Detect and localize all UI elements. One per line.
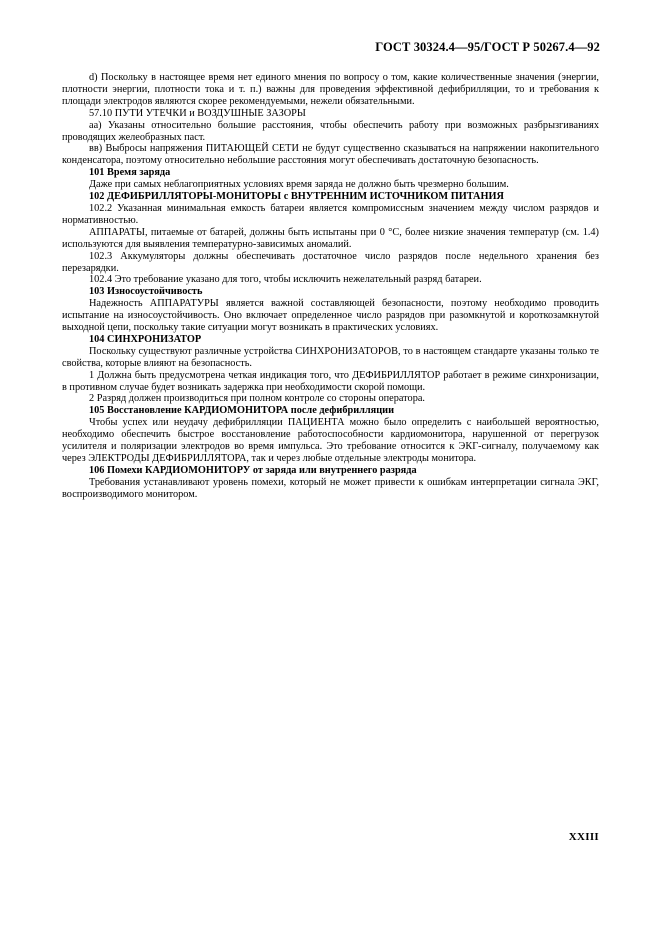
document-body bbox=[62, 72, 599, 501]
paragraph-aa: аа) Указаны относительно большие расстояния, чтобы обеспечить работу при возможных разбрызгиваниях проводящих желеобразных паст. bbox=[62, 119, 599, 143]
section-heading-101: 101 Время заряда bbox=[89, 167, 171, 179]
paragraph-synchronizer: Поскольку существуют различные устройства СИНХРОНИЗАТОРОВ, то в настоящем стандарте указаны только те свойства, которые влияют на безопасность. bbox=[62, 345, 599, 369]
page-number: XXIII bbox=[568, 831, 599, 843]
section-heading-104: 104 СИНХРОНИЗАТОР bbox=[89, 333, 202, 345]
paragraph-vv: вв) Выбросы напряжения ПИТАЮЩЕЙ СЕТИ не будут существенно сказываться на напряжении накопительного конденсатора, поэтому относительно небольшие расстояния могут обеспечивать достаточную безопасность. bbox=[62, 143, 599, 167]
paragraph-battery-test: АППАРАТЫ, питаемые от батарей, должны быть испытаны при 0 °С, более низкие значения температур (см. 1.4) используются для выявления температурно-зависимых аномалий. bbox=[62, 226, 599, 250]
paragraph-sync-note-1: 1 Должна быть предусмотрена четкая индикация того, что ДЕФИБРИЛЛЯТОР работает в режиме синхронизации, в противном случае будет возникать задержка при необходимости скорой помощи. bbox=[62, 369, 599, 393]
section-heading-106: 106 Помехи КАРДИОМОНИТОРУ от заряда или внутреннего разряда bbox=[89, 464, 417, 476]
paragraph-monitor-recovery: Чтобы успех или неудачу дефибрилляции ПАЦИЕНТА можно было определить с наибольшей вероятностью, необходимо обеспечить быстрое восстановление работоспособности кардиомонитора, нарушенной от перегрузок усилителя и поляризации электродов во время импульса. Это требование относится к ЭКГ-сигналу, получаемому как через ЭЛЕКТРОДЫ ДЕФИБРИЛЛЯТОРА, так и через любые отдельные электроды монитора. bbox=[62, 417, 599, 464]
section-heading-102: 102 ДЕФИБРИЛЛЯТОРЫ-МОНИТОРЫ с ВНУТРЕННИМ ИСТОЧНИКОМ ПИТАНИЯ bbox=[89, 191, 504, 203]
section-heading-57-10: 57.10 ПУТИ УТЕЧКИ и ВОЗДУШНЫЕ ЗАЗОРЫ bbox=[89, 107, 306, 119]
paragraph-interference: Требования устанавливают уровень помехи, который не может привести к ошибкам интерпретации сигнала ЭКГ, воспроизводимого монитором. bbox=[62, 476, 599, 500]
document-header: ГОСТ 30324.4—95/ГОСТ Р 50267.4—92 bbox=[375, 40, 600, 54]
paragraph-sync-note-2: 2 Разряд должен производиться при полном контроле со стороны оператора. bbox=[89, 393, 425, 405]
section-heading-103: 103 Износоустойчивость bbox=[89, 286, 203, 298]
section-heading-105: 105 Восстановление КАРДИОМОНИТОРА после дефибрилляции bbox=[89, 405, 395, 417]
paragraph-102-3: 102.3 Аккумуляторы должны обеспечивать достаточное число разрядов после недельного хранения без перезарядки. bbox=[62, 250, 599, 274]
paragraph-durability: Надежность АППАРАТУРЫ является важной составляющей безопасности, поэтому необходимо проводить испытание на износоустойчивость. Оно включает определенное число разрядов при разомкнутой и короткозамкнутой выходной цепи, поскольку такие ситуации могут возникать в практических условиях. bbox=[62, 298, 599, 334]
paragraph-102-2: 102.2 Указанная минимальная емкость батареи является компромиссным значением между числом разрядов и нормативностью. bbox=[62, 202, 599, 226]
paragraph-charge-time: Даже при самых неблагоприятных условиях время заряда не должно быть чрезмерно большим. bbox=[89, 179, 509, 191]
paragraph-102-4: 102.4 Это требование указано для того, чтобы исключить нежелательный разряд батареи. bbox=[89, 274, 482, 286]
paragraph-d-note: d) Поскольку в настоящее время нет единого мнения по вопросу о том, какие количественные значения (энергии, плотности энергии, плотности тока и т. п.) важны для проведения эффективной дефибрилляции, то и требования к площади электродов являются скорее рекомендуемыми, нежели обязательными. bbox=[62, 72, 599, 107]
